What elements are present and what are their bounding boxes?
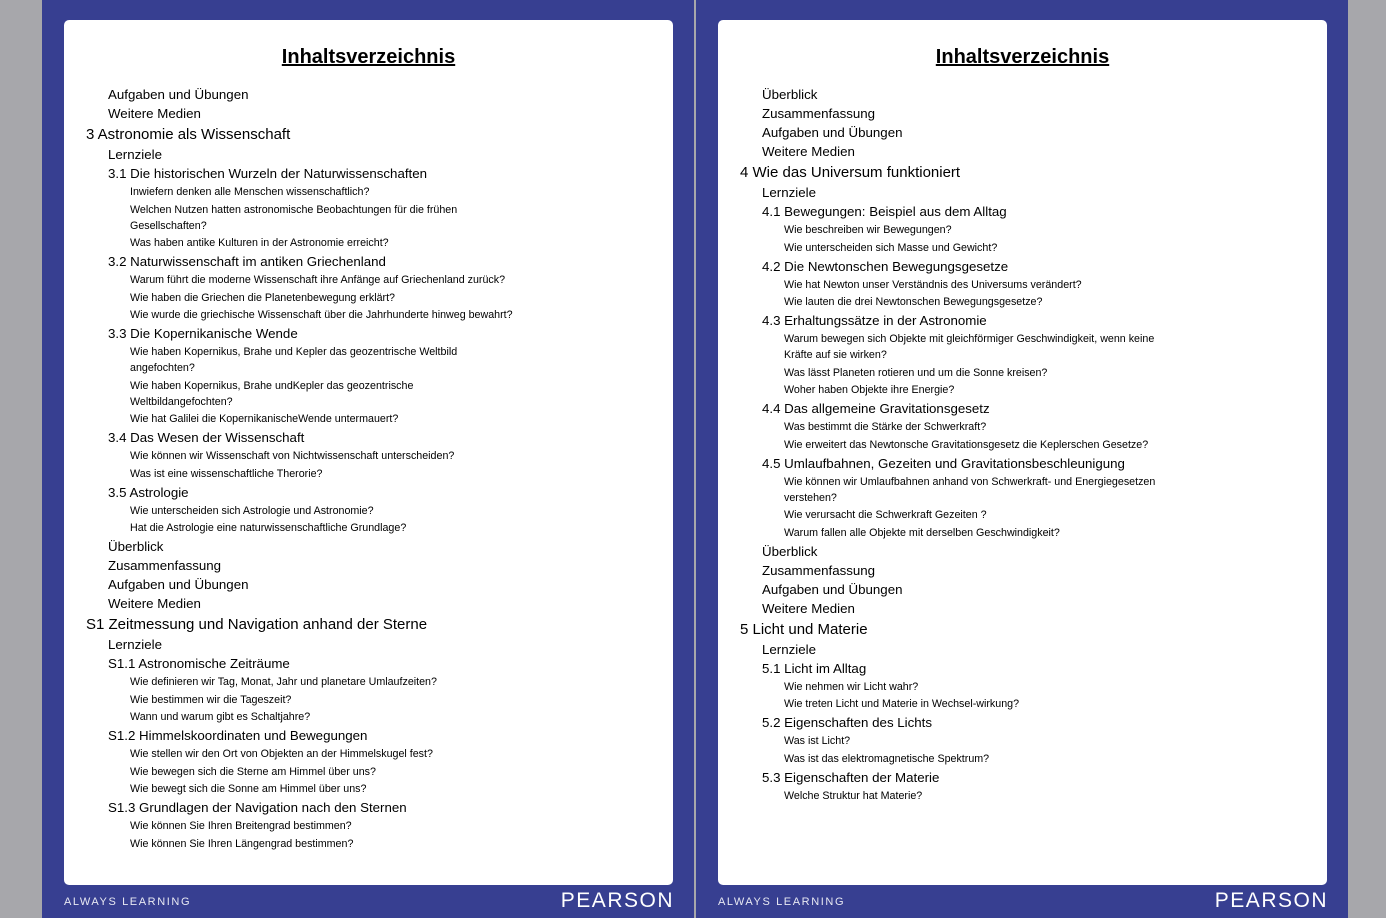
toc-section-entry[interactable]: Weitere Medien <box>762 600 855 616</box>
pearson-logo: PEARSON <box>1214 889 1328 912</box>
toc-question-entry[interactable]: Was lässt Planeten rotieren und um die Sonne kreisen? <box>784 366 1048 379</box>
toc-chapter-entry[interactable]: 5 Licht und Materie <box>740 620 868 638</box>
toc-section-entry[interactable]: Zusammenfassung <box>762 562 876 578</box>
toc-question-entry[interactable]: Wie unterscheiden sich Masse und Gewicht? <box>784 241 998 254</box>
toc-section-entry[interactable]: 5.3 Eigenschaften der Materie <box>762 769 940 785</box>
toc-section-entry[interactable]: 4.2 Die Newtonschen Bewegungsgesetze <box>762 258 1009 274</box>
toc-title: Inhaltsverzeichnis <box>281 46 456 68</box>
toc-question-entry[interactable]: Warum bewegen sich Objekte mit gleichförmiger Geschwindigkeit, wenn keine Kräfte auf sie wirken? <box>784 333 1155 361</box>
toc-list-right <box>718 84 1327 805</box>
toc-section-entry[interactable]: Aufgaben und Übungen <box>108 577 249 592</box>
toc-section-entry[interactable]: Überblick <box>762 87 818 102</box>
toc-chapter-entry[interactable]: S1 Zeitmessung und Navigation anhand der Sterne <box>86 616 428 633</box>
page-sheet-right <box>718 20 1327 885</box>
toc-question-entry[interactable]: Wie treten Licht und Materie in Wechsel-wirkung? <box>784 698 1020 710</box>
toc-section-entry[interactable]: Überblick <box>108 539 164 554</box>
toc-section-entry[interactable]: 4.1 Bewegungen: Beispiel aus dem Alltag <box>762 204 1007 219</box>
page-sheet-left <box>64 20 673 885</box>
toc-question-entry[interactable]: Wie bewegen sich die Sterne am Himmel über uns? <box>130 765 376 778</box>
toc-question-entry[interactable]: Wie bestimmen wir die Tageszeit? <box>130 693 292 706</box>
pearson-logo: PEARSON <box>560 889 674 912</box>
footer-tagline: ALWAYS LEARNING <box>718 896 846 908</box>
page-right <box>696 0 1348 918</box>
toc-question-entry[interactable]: Warum führt die moderne Wissenschaft ihre Anfänge auf Griechenland zurück? <box>130 274 506 286</box>
toc-section-entry[interactable]: Lernziele <box>108 147 162 162</box>
toc-section-entry[interactable]: Lernziele <box>108 637 162 652</box>
toc-question-entry[interactable]: Wie können wir Wissenschaft von Nichtwissenschaft unterscheiden? <box>130 450 455 462</box>
toc-question-entry[interactable]: Welchen Nutzen hatten astronomische Beobachtungen für die frühen Gesellschaften? <box>130 203 458 232</box>
toc-question-entry[interactable]: Wie unterscheiden sich Astrologie und Astronomie? <box>130 504 374 517</box>
toc-section-entry[interactable]: Aufgaben und Übungen <box>762 581 903 597</box>
toc-question-entry[interactable]: Wann und warum gibt es Schaltjahre? <box>130 711 311 723</box>
toc-title: Inhaltsverzeichnis <box>935 46 1110 68</box>
toc-section-entry[interactable]: 3.4 Das Wesen der Wissenschaft <box>108 430 305 445</box>
toc-section-entry[interactable]: Aufgaben und Übungen <box>108 87 249 102</box>
toc-section-entry[interactable]: 4.3 Erhaltungssätze in der Astronomie <box>762 313 987 328</box>
toc-question-entry[interactable]: Welche Struktur hat Materie? <box>784 789 923 802</box>
toc-question-entry[interactable]: Hat die Astrologie eine naturwissenschaftliche Grundlage? <box>130 522 407 534</box>
toc-question-entry[interactable]: Wie können wir Umlaufbahnen anhand von Schwerkraft- und Energiegesetzen verstehen? <box>784 475 1156 504</box>
toc-question-entry[interactable]: Wie hat Galilei die KopernikanischeWende untermauert? <box>130 413 399 425</box>
toc-question-entry[interactable]: Woher haben Objekte ihre Energie? <box>784 384 955 396</box>
toc-section-entry[interactable]: Weitere Medien <box>762 144 855 159</box>
page-left <box>42 0 694 918</box>
toc-section-entry[interactable]: S1.2 Himmelskoordinaten und Bewegungen <box>108 728 368 743</box>
toc-question-entry[interactable]: Wie wurde die griechische Wissenschaft über die Jahrhunderte hinweg bewahrt? <box>130 309 513 321</box>
toc-section-entry[interactable]: 3.3 Die Kopernikanische Wende <box>108 326 298 341</box>
toc-section-entry[interactable]: 5.2 Eigenschaften des Lichts <box>762 715 933 730</box>
toc-section-entry[interactable]: 3.1 Die historischen Wurzeln der Naturwissenschaften <box>108 166 428 181</box>
toc-question-entry[interactable]: Wie nehmen wir Licht wahr? <box>784 680 919 693</box>
toc-section-entry[interactable]: 5.1 Licht im Alltag <box>762 660 867 676</box>
toc-section-entry[interactable]: Weitere Medien <box>108 106 201 121</box>
toc-question-entry[interactable]: Wie haben Kopernikus, Brahe undKepler das geozentrische Weltbildangefochten? <box>130 379 414 408</box>
toc-section-entry[interactable]: S1.1 Astronomische Zeiträume <box>108 656 290 671</box>
toc-question-entry[interactable]: Wie stellen wir den Ort von Objekten an der Himmelskugel fest? <box>130 748 433 760</box>
toc-section-entry[interactable]: Überblick <box>762 543 818 559</box>
toc-section-entry[interactable]: 3.2 Naturwissenschaft im antiken Griechenland <box>108 254 386 269</box>
toc-section-entry[interactable]: Weitere Medien <box>108 596 201 611</box>
toc-question-entry[interactable]: Wie beschreiben wir Bewegungen? <box>784 224 952 236</box>
toc-question-entry[interactable]: Was haben antike Kulturen in der Astronomie erreicht? <box>130 237 389 249</box>
toc-question-entry[interactable]: Inwiefern denken alle Menschen wissenschaftlich? <box>130 186 370 198</box>
toc-question-entry[interactable]: Was ist Licht? <box>784 735 851 747</box>
toc-question-entry[interactable]: Wie lauten die drei Newtonschen Bewegungsgesetze? <box>784 296 1043 308</box>
toc-question-entry[interactable]: Wie erweitert das Newtonsche Gravitationsgesetz die Keplerschen Gesetze? <box>784 438 1149 451</box>
toc-section-entry[interactable]: Zusammenfassung <box>762 106 876 121</box>
toc-question-entry[interactable]: Wie definieren wir Tag, Monat, Jahr und planetare Umlaufzeiten? <box>130 676 437 688</box>
toc-question-entry[interactable]: Was ist das elektromagnetische Spektrum? <box>784 752 990 765</box>
footer-tagline: ALWAYS LEARNING <box>64 896 192 908</box>
toc-section-entry[interactable]: 4.4 Das allgemeine Gravitationsgesetz <box>762 401 990 416</box>
toc-question-entry[interactable]: Wie verursacht die Schwerkraft Gezeiten ? <box>784 509 987 521</box>
toc-question-entry[interactable]: Wie bewegt sich die Sonne am Himmel über uns? <box>130 783 367 795</box>
toc-section-entry[interactable]: 4.5 Umlaufbahnen, Gezeiten und Gravitationsbeschleunigung <box>762 455 1125 471</box>
toc-section-entry[interactable]: S1.3 Grundlagen der Navigation nach den Sternen <box>108 800 407 815</box>
toc-section-entry[interactable]: Zusammenfassung <box>108 558 222 573</box>
toc-question-entry[interactable]: Wie hat Newton unser Verständnis des Universums verändert? <box>784 278 1082 291</box>
toc-question-entry[interactable]: Wie können Sie Ihren Längengrad bestimmen? <box>130 837 354 850</box>
toc-question-entry[interactable]: Wie haben Kopernikus, Brahe und Kepler das geozentrische Weltbild angefochten? <box>130 346 458 374</box>
toc-chapter-entry[interactable]: 3 Astronomie als Wissenschaft <box>86 126 291 143</box>
toc-question-entry[interactable]: Was ist eine wissenschaftliche Therorie? <box>130 467 323 480</box>
toc-list-left <box>64 84 673 853</box>
toc-question-entry[interactable]: Warum fallen alle Objekte mit derselben Geschwindigkeit? <box>784 526 1060 539</box>
toc-section-entry[interactable]: Lernziele <box>762 185 816 200</box>
toc-section-entry[interactable]: Lernziele <box>762 641 816 657</box>
toc-question-entry[interactable]: Was bestimmt die Stärke der Schwerkraft? <box>784 421 987 433</box>
toc-question-entry[interactable]: Wie können Sie Ihren Breitengrad bestimmen? <box>130 820 352 832</box>
toc-chapter-entry[interactable]: 4 Wie das Universum funktioniert <box>740 164 961 181</box>
toc-section-entry[interactable]: 3.5 Astrologie <box>108 484 189 500</box>
toc-section-entry[interactable]: Aufgaben und Übungen <box>762 125 903 140</box>
toc-question-entry[interactable]: Wie haben die Griechen die Planetenbewegung erklärt? <box>130 291 395 304</box>
